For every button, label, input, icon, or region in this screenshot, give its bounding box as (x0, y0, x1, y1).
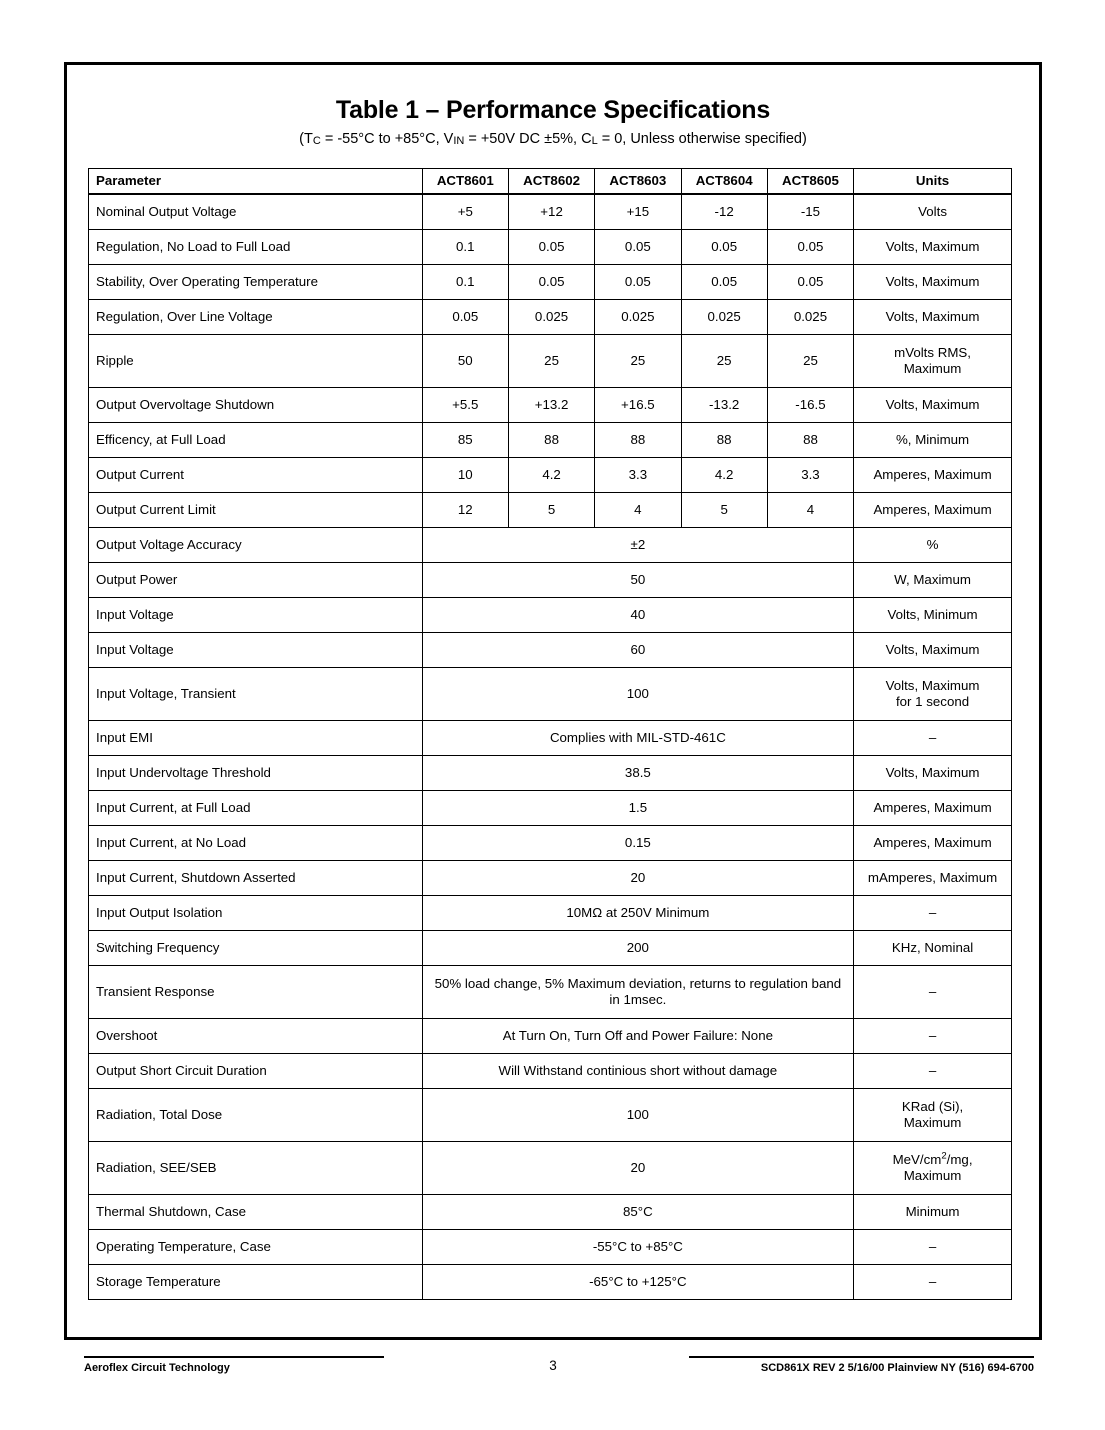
value-cell: 50 (422, 335, 508, 388)
value-cell: 4 (767, 493, 853, 528)
page-subtitle (64, 131, 1042, 148)
value-cell: +5.5 (422, 388, 508, 423)
units-line: for 1 second (895, 694, 970, 710)
table-row (89, 931, 1012, 966)
value-cell-merged: 200 (422, 931, 853, 966)
units-cell: Volts, Maximum (854, 633, 1012, 668)
value-cell: 0.1 (422, 230, 508, 265)
column-header-units: Units (854, 169, 1012, 195)
parameter-cell: Radiation, SEE/SEB (89, 1142, 423, 1195)
value-cell-merged: Will Withstand continious short without damage (422, 1054, 853, 1089)
units-cell: Amperes, Maximum (854, 458, 1012, 493)
units-cell (854, 335, 1012, 388)
value-cell: 0.05 (681, 230, 767, 265)
units-cell: % (854, 528, 1012, 563)
parameter-cell: Output Overvoltage Shutdown (89, 388, 423, 423)
value-cell-merged: 100 (422, 1089, 853, 1142)
parameter-cell: Output Power (89, 563, 423, 598)
column-header-act8604: ACT8604 (681, 169, 767, 195)
value-cell: 25 (767, 335, 853, 388)
table-row (89, 861, 1012, 896)
value-cell-merged: 85°C (422, 1195, 853, 1230)
footer-document-reference: SCD861X REV 2 5/16/00 Plainview NY (516) 694-6700 (689, 1356, 1034, 1374)
table-row (89, 1089, 1012, 1142)
value-cell: 5 (508, 493, 594, 528)
value-cell: +15 (595, 194, 681, 230)
table-row (89, 458, 1012, 493)
units-cell: Minimum (854, 1195, 1012, 1230)
value-cell: 5 (681, 493, 767, 528)
value-cell: 88 (681, 423, 767, 458)
units-line: Maximum (903, 361, 962, 377)
value-cell: 10 (422, 458, 508, 493)
subtitle-part-4: = 0, Unless otherwise specified) (597, 130, 807, 147)
table-row (89, 563, 1012, 598)
value-cell: 25 (595, 335, 681, 388)
value-cell: 0.025 (508, 300, 594, 335)
value-cell-merged: At Turn On, Turn Off and Power Failure: None (422, 1019, 853, 1054)
value-cell-merged: ±2 (422, 528, 853, 563)
value-cell: 0.025 (681, 300, 767, 335)
value-cell-merged: 50 (422, 563, 853, 598)
value-cell-merged: 1.5 (422, 791, 853, 826)
parameter-cell: Thermal Shutdown, Case (89, 1195, 423, 1230)
value-cell-merged: 40 (422, 598, 853, 633)
value-cell: 0.1 (422, 265, 508, 300)
value-cell: +12 (508, 194, 594, 230)
column-header-act8601: ACT8601 (422, 169, 508, 195)
value-cell: 0.025 (767, 300, 853, 335)
value-cell: 0.025 (595, 300, 681, 335)
units-cell (854, 1089, 1012, 1142)
value-cell-merged: -65°C to +125°C (422, 1265, 853, 1300)
column-header-parameter: Parameter (89, 169, 423, 195)
value-cell: 4.2 (681, 458, 767, 493)
table-row (89, 721, 1012, 756)
parameter-cell: Output Voltage Accuracy (89, 528, 423, 563)
table-row (89, 1142, 1012, 1195)
units-cell: Volts, Maximum (854, 230, 1012, 265)
units-cell: MeV/$cm^2/mg$, Maximum (854, 1142, 1012, 1195)
parameter-cell: Input Output Isolation (89, 896, 423, 931)
units-cell: – (854, 896, 1012, 931)
parameter-cell: Radiation, Total Dose (89, 1089, 423, 1142)
units-cell: %, Minimum (854, 423, 1012, 458)
value-cell-merged: 38.5 (422, 756, 853, 791)
value-cell: 88 (508, 423, 594, 458)
value-cell: +13.2 (508, 388, 594, 423)
units-cell: Amperes, Maximum (854, 826, 1012, 861)
table-row (89, 896, 1012, 931)
table-row (89, 598, 1012, 633)
value-cell: 0.05 (681, 265, 767, 300)
subtitle-part-3: = +50V DC ±5%, C (464, 130, 592, 147)
value-cell-merged: 20 (422, 1142, 853, 1195)
column-header-act8605: ACT8605 (767, 169, 853, 195)
units-cell: Volts, Maximum (854, 265, 1012, 300)
parameter-cell: Output Current Limit (89, 493, 423, 528)
table-row (89, 423, 1012, 458)
parameter-cell: Input Current, at Full Load (89, 791, 423, 826)
table-row (89, 300, 1012, 335)
value-cell: 0.05 (767, 230, 853, 265)
page-title: Table 1 – Performance Specifications (335, 96, 771, 124)
parameter-cell: Transient Response (89, 966, 423, 1019)
parameter-cell: Input Undervoltage Threshold (89, 756, 423, 791)
value-cell: 25 (681, 335, 767, 388)
page-footer (64, 1356, 1042, 1396)
parameter-cell: Output Current (89, 458, 423, 493)
value-cell: 0.05 (508, 265, 594, 300)
units-cell: Volts, Maximum (854, 300, 1012, 335)
units-cell: Volts (854, 194, 1012, 230)
units-cell: Amperes, Maximum (854, 791, 1012, 826)
parameter-cell: Input EMI (89, 721, 423, 756)
column-header-act8603: ACT8603 (595, 169, 681, 195)
value-cell: 25 (508, 335, 594, 388)
units-cell: – (854, 1230, 1012, 1265)
units-cell: – (854, 1265, 1012, 1300)
units-cell: – (854, 721, 1012, 756)
table-row (89, 1265, 1012, 1300)
value-cell-merged: -55°C to +85°C (422, 1230, 853, 1265)
parameter-cell: Input Voltage (89, 598, 423, 633)
value-cell: 0.05 (422, 300, 508, 335)
units-line: Maximum (903, 1115, 962, 1131)
table-row (89, 194, 1012, 230)
value-cell: 0.05 (767, 265, 853, 300)
table-header-row (89, 169, 1012, 195)
parameter-cell: Operating Temperature, Case (89, 1230, 423, 1265)
table-row (89, 1054, 1012, 1089)
value-cell-merged: 100 (422, 668, 853, 721)
value-cell-merged: 60 (422, 633, 853, 668)
parameter-cell: Output Short Circuit Duration (89, 1054, 423, 1089)
units-cell: mAmperes, Maximum (854, 861, 1012, 896)
units-cell: Volts, Maximum (854, 756, 1012, 791)
value-cell: 0.05 (595, 230, 681, 265)
value-cell: +16.5 (595, 388, 681, 423)
parameter-cell: Efficency, at Full Load (89, 423, 423, 458)
parameter-cell: Stability, Over Operating Temperature (89, 265, 423, 300)
value-cell: 4 (595, 493, 681, 528)
footer-page-number: 3 (549, 1358, 557, 1373)
value-cell: 88 (767, 423, 853, 458)
subtitle-part-2: = -55°C to +85°C, V (320, 130, 454, 147)
table-row (89, 493, 1012, 528)
parameter-cell: Switching Frequency (89, 931, 423, 966)
parameter-cell: Storage Temperature (89, 1265, 423, 1300)
units-cell: – (854, 966, 1012, 1019)
value-cell: -13.2 (681, 388, 767, 423)
parameter-cell: Overshoot (89, 1019, 423, 1054)
units-cell: Volts, Maximum (854, 388, 1012, 423)
value-cell: 85 (422, 423, 508, 458)
value-cell: +5 (422, 194, 508, 230)
value-cell-merged: 10MΩ at 250V Minimum (422, 896, 853, 931)
table-body (89, 194, 1012, 1300)
table-row (89, 966, 1012, 1019)
value-cell: 88 (595, 423, 681, 458)
value-cell: 0.05 (595, 265, 681, 300)
table-row (89, 668, 1012, 721)
parameter-cell: Input Voltage, Transient (89, 668, 423, 721)
units-cell: Amperes, Maximum (854, 493, 1012, 528)
subtitle-subscript-vin: IN (453, 134, 465, 147)
units-cell: – (854, 1019, 1012, 1054)
units-cell (854, 668, 1012, 721)
units-cell: – (854, 1054, 1012, 1089)
table-row (89, 1230, 1012, 1265)
table-row (89, 633, 1012, 668)
table-row (89, 335, 1012, 388)
parameter-cell: Input Current, at No Load (89, 826, 423, 861)
table-row (89, 265, 1012, 300)
value-cell: 3.3 (595, 458, 681, 493)
value-cell: -16.5 (767, 388, 853, 423)
heading-block (64, 96, 1042, 148)
units-line: KRad (Si), (901, 1099, 964, 1114)
parameter-cell: Ripple (89, 335, 423, 388)
table-row (89, 826, 1012, 861)
value-cell-merged: 20 (422, 861, 853, 896)
table-row (89, 388, 1012, 423)
value-cell: 3.3 (767, 458, 853, 493)
units-cell: KHz, Nominal (854, 931, 1012, 966)
table-row (89, 528, 1012, 563)
units-line: mVolts RMS, (894, 345, 971, 360)
performance-specifications-table (88, 168, 1012, 1300)
units-line: Volts, Maximum (885, 678, 980, 693)
subtitle-part-1: (T (299, 130, 313, 147)
table-row (89, 230, 1012, 265)
value-cell-merged: 50% load change, 5% Maximum deviation, returns to regulation band in 1msec. (422, 966, 853, 1019)
subtitle-subscript-tc: C (312, 134, 321, 147)
table-row (89, 756, 1012, 791)
parameter-cell: Input Voltage (89, 633, 423, 668)
value-cell: 0.05 (508, 230, 594, 265)
table-row (89, 1195, 1012, 1230)
column-header-act8602: ACT8602 (508, 169, 594, 195)
table-row (89, 791, 1012, 826)
units-cell: Volts, Minimum (854, 598, 1012, 633)
value-cell: 4.2 (508, 458, 594, 493)
footer-company: Aeroflex Circuit Technology (84, 1356, 384, 1374)
units-cell: W, Maximum (854, 563, 1012, 598)
value-cell: -15 (767, 194, 853, 230)
value-cell: -12 (681, 194, 767, 230)
parameter-cell: Input Current, Shutdown Asserted (89, 861, 423, 896)
value-cell: 12 (422, 493, 508, 528)
parameter-cell: Nominal Output Voltage (89, 194, 423, 230)
parameter-cell: Regulation, Over Line Voltage (89, 300, 423, 335)
subtitle-subscript-cl: L (591, 134, 598, 147)
parameter-cell: Regulation, No Load to Full Load (89, 230, 423, 265)
value-cell-merged: Complies with MIL-STD-461C (422, 721, 853, 756)
value-cell-merged: 0.15 (422, 826, 853, 861)
table-row (89, 1019, 1012, 1054)
